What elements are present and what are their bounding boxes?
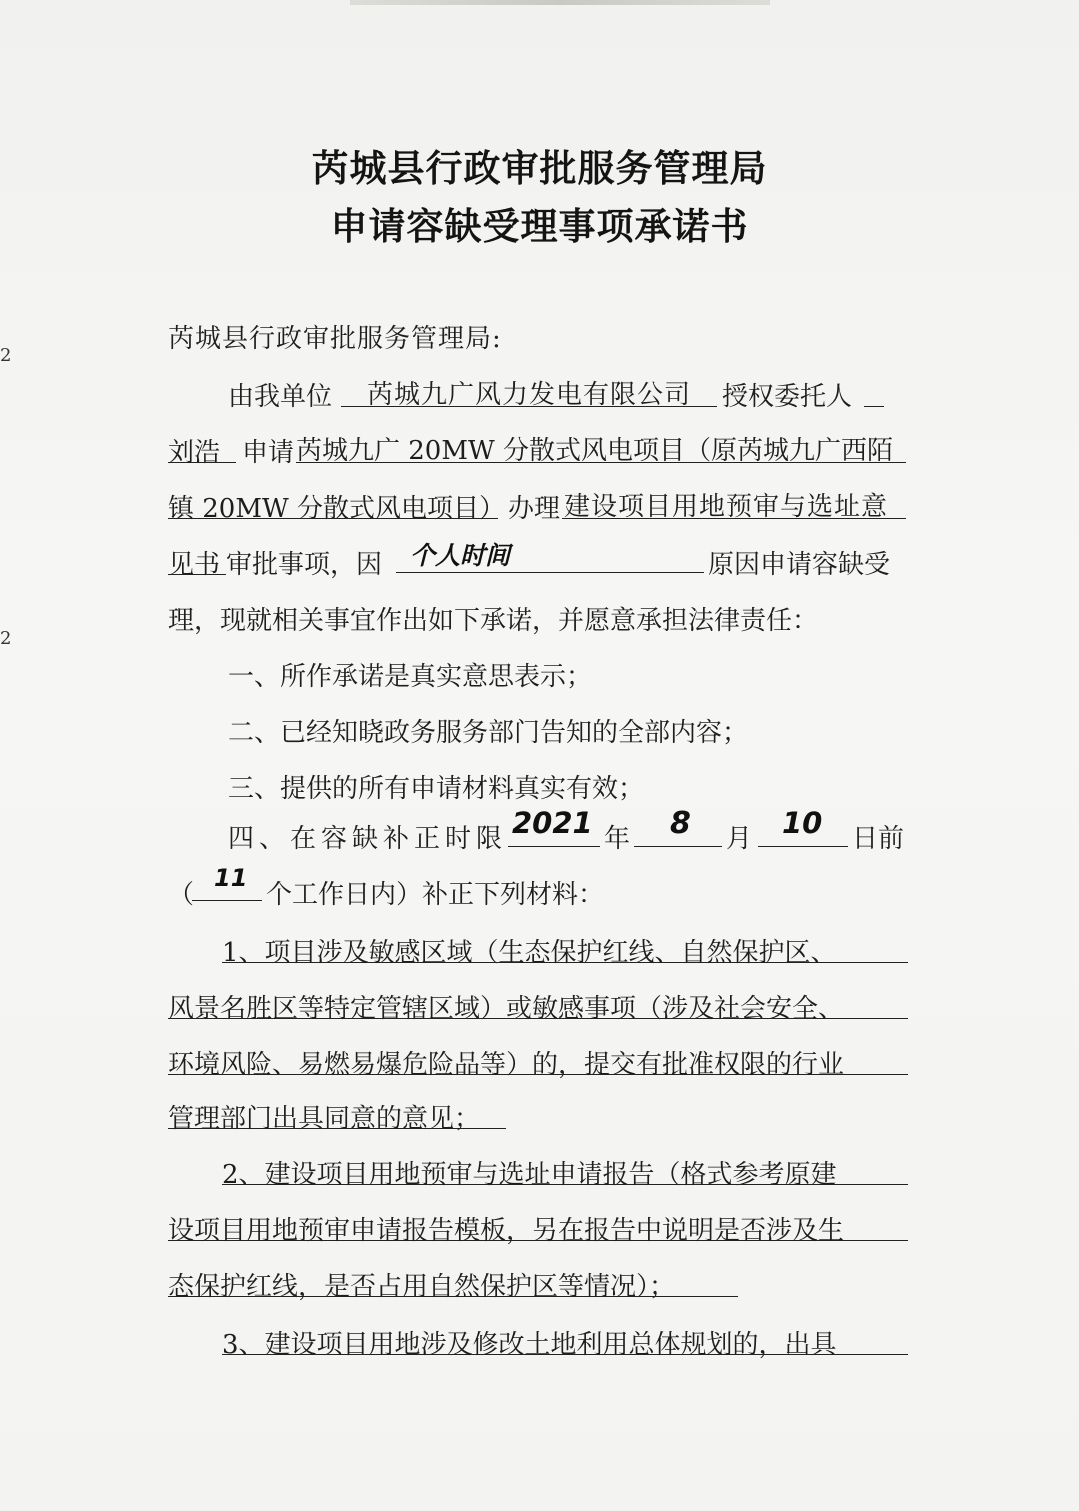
commitment-item: 一、所作承诺是真实意思表示； (228, 662, 593, 692)
handwritten-workdays: 11 (214, 864, 248, 892)
item-underline (222, 1184, 908, 1185)
document-subtitle: 申请容缺受理事项承诺书 (330, 204, 749, 248)
year-unit: 年 (604, 824, 631, 854)
paren-open: （ (168, 880, 195, 910)
paragraph-text: 办理 (508, 494, 561, 524)
paragraph-text: 由我单位 (228, 382, 333, 412)
item-underline (168, 1128, 506, 1129)
workdays-text: 个工作日内）补正下列材料： (266, 880, 605, 910)
deadline-text: 四、在容缺补正时限 (228, 824, 508, 854)
material-item-line: 环境风险、易燃易爆危险品等）的，提交有批准权限的行业 (168, 1050, 845, 1080)
fill-underline (296, 462, 906, 463)
item-underline (222, 962, 908, 963)
fill-underline (341, 406, 717, 407)
material-item-line: 设项目用地预审申请报告模板，另在报告中说明是否涉及生 (168, 1216, 845, 1246)
fill-underline (168, 518, 498, 519)
paragraph-text: 授权委托人 (722, 382, 853, 412)
material-item-line: 2、建设项目用地预审与选址申请报告（格式参考原建 (222, 1160, 837, 1190)
document-title: 芮城县行政审批服务管理局 (311, 146, 768, 190)
handwritten-year: 2021 (512, 806, 593, 840)
paragraph-text: 申请 (242, 438, 295, 468)
fill-underline (634, 846, 722, 847)
fill-underline (562, 518, 906, 519)
approval-item: 见书 (168, 550, 221, 580)
handwritten-reason: 个人时间 (410, 541, 511, 570)
addressee: 芮城县行政审批服务管理局: (168, 324, 502, 354)
project-name: 芮城九广 20MW 分散式风电项目（原芮城九广西陌 (296, 436, 893, 466)
fill-underline (758, 846, 848, 847)
item-underline (168, 1074, 908, 1075)
item-underline (168, 1296, 738, 1297)
paragraph-text: 原因申请容缺受 (708, 550, 891, 580)
fill-underline (168, 462, 236, 463)
approval-item: 建设项目用地预审与选址意 (564, 492, 889, 522)
item-underline (168, 1240, 908, 1241)
handwritten-day: 10 (782, 806, 823, 840)
day-unit: 日前 (852, 824, 905, 854)
scan-edge (350, 0, 770, 5)
fill-underline (192, 900, 262, 901)
material-item-line: 管理部门出具同意的意见； (168, 1104, 481, 1134)
material-item-line: 1、项目涉及敏感区域（生态保护红线、自然保护区、 (222, 938, 837, 968)
item-underline (168, 1018, 908, 1019)
paragraph-text: 审批事项，因 (226, 550, 383, 580)
material-item-line: 风景名胜区等特定管辖区域）或敏感事项（涉及社会安全、 (168, 994, 845, 1024)
margin-mark: 2 (0, 345, 12, 366)
project-name: 镇 20MW 分散式风电项目） (168, 494, 505, 524)
fill-underline (508, 846, 600, 847)
handwritten-month: 8 (670, 806, 691, 841)
item-underline (222, 1354, 908, 1355)
paragraph-text: 理，现就相关事宜作出如下承诺，并愿意承担法律责任： (168, 606, 819, 636)
material-item-line: 态保护红线，是否占用自然保护区等情况）； (168, 1272, 676, 1302)
delegate-name: 刘浩 (168, 438, 221, 468)
month-unit: 月 (726, 824, 753, 854)
material-item-line: 3、建设项目用地涉及修改土地利用总体规划的，出具 (222, 1330, 837, 1360)
fill-underline (396, 572, 704, 573)
margin-mark: 2 (0, 628, 12, 649)
company-name: 芮城九广风力发电有限公司 (367, 380, 692, 410)
commitment-item: 二、已经知晓政务服务部门告知的全部内容； (228, 718, 749, 748)
commitment-item: 三、提供的所有申请材料真实有效； (228, 774, 645, 804)
fill-underline (168, 574, 226, 575)
fill-underline (864, 406, 884, 407)
